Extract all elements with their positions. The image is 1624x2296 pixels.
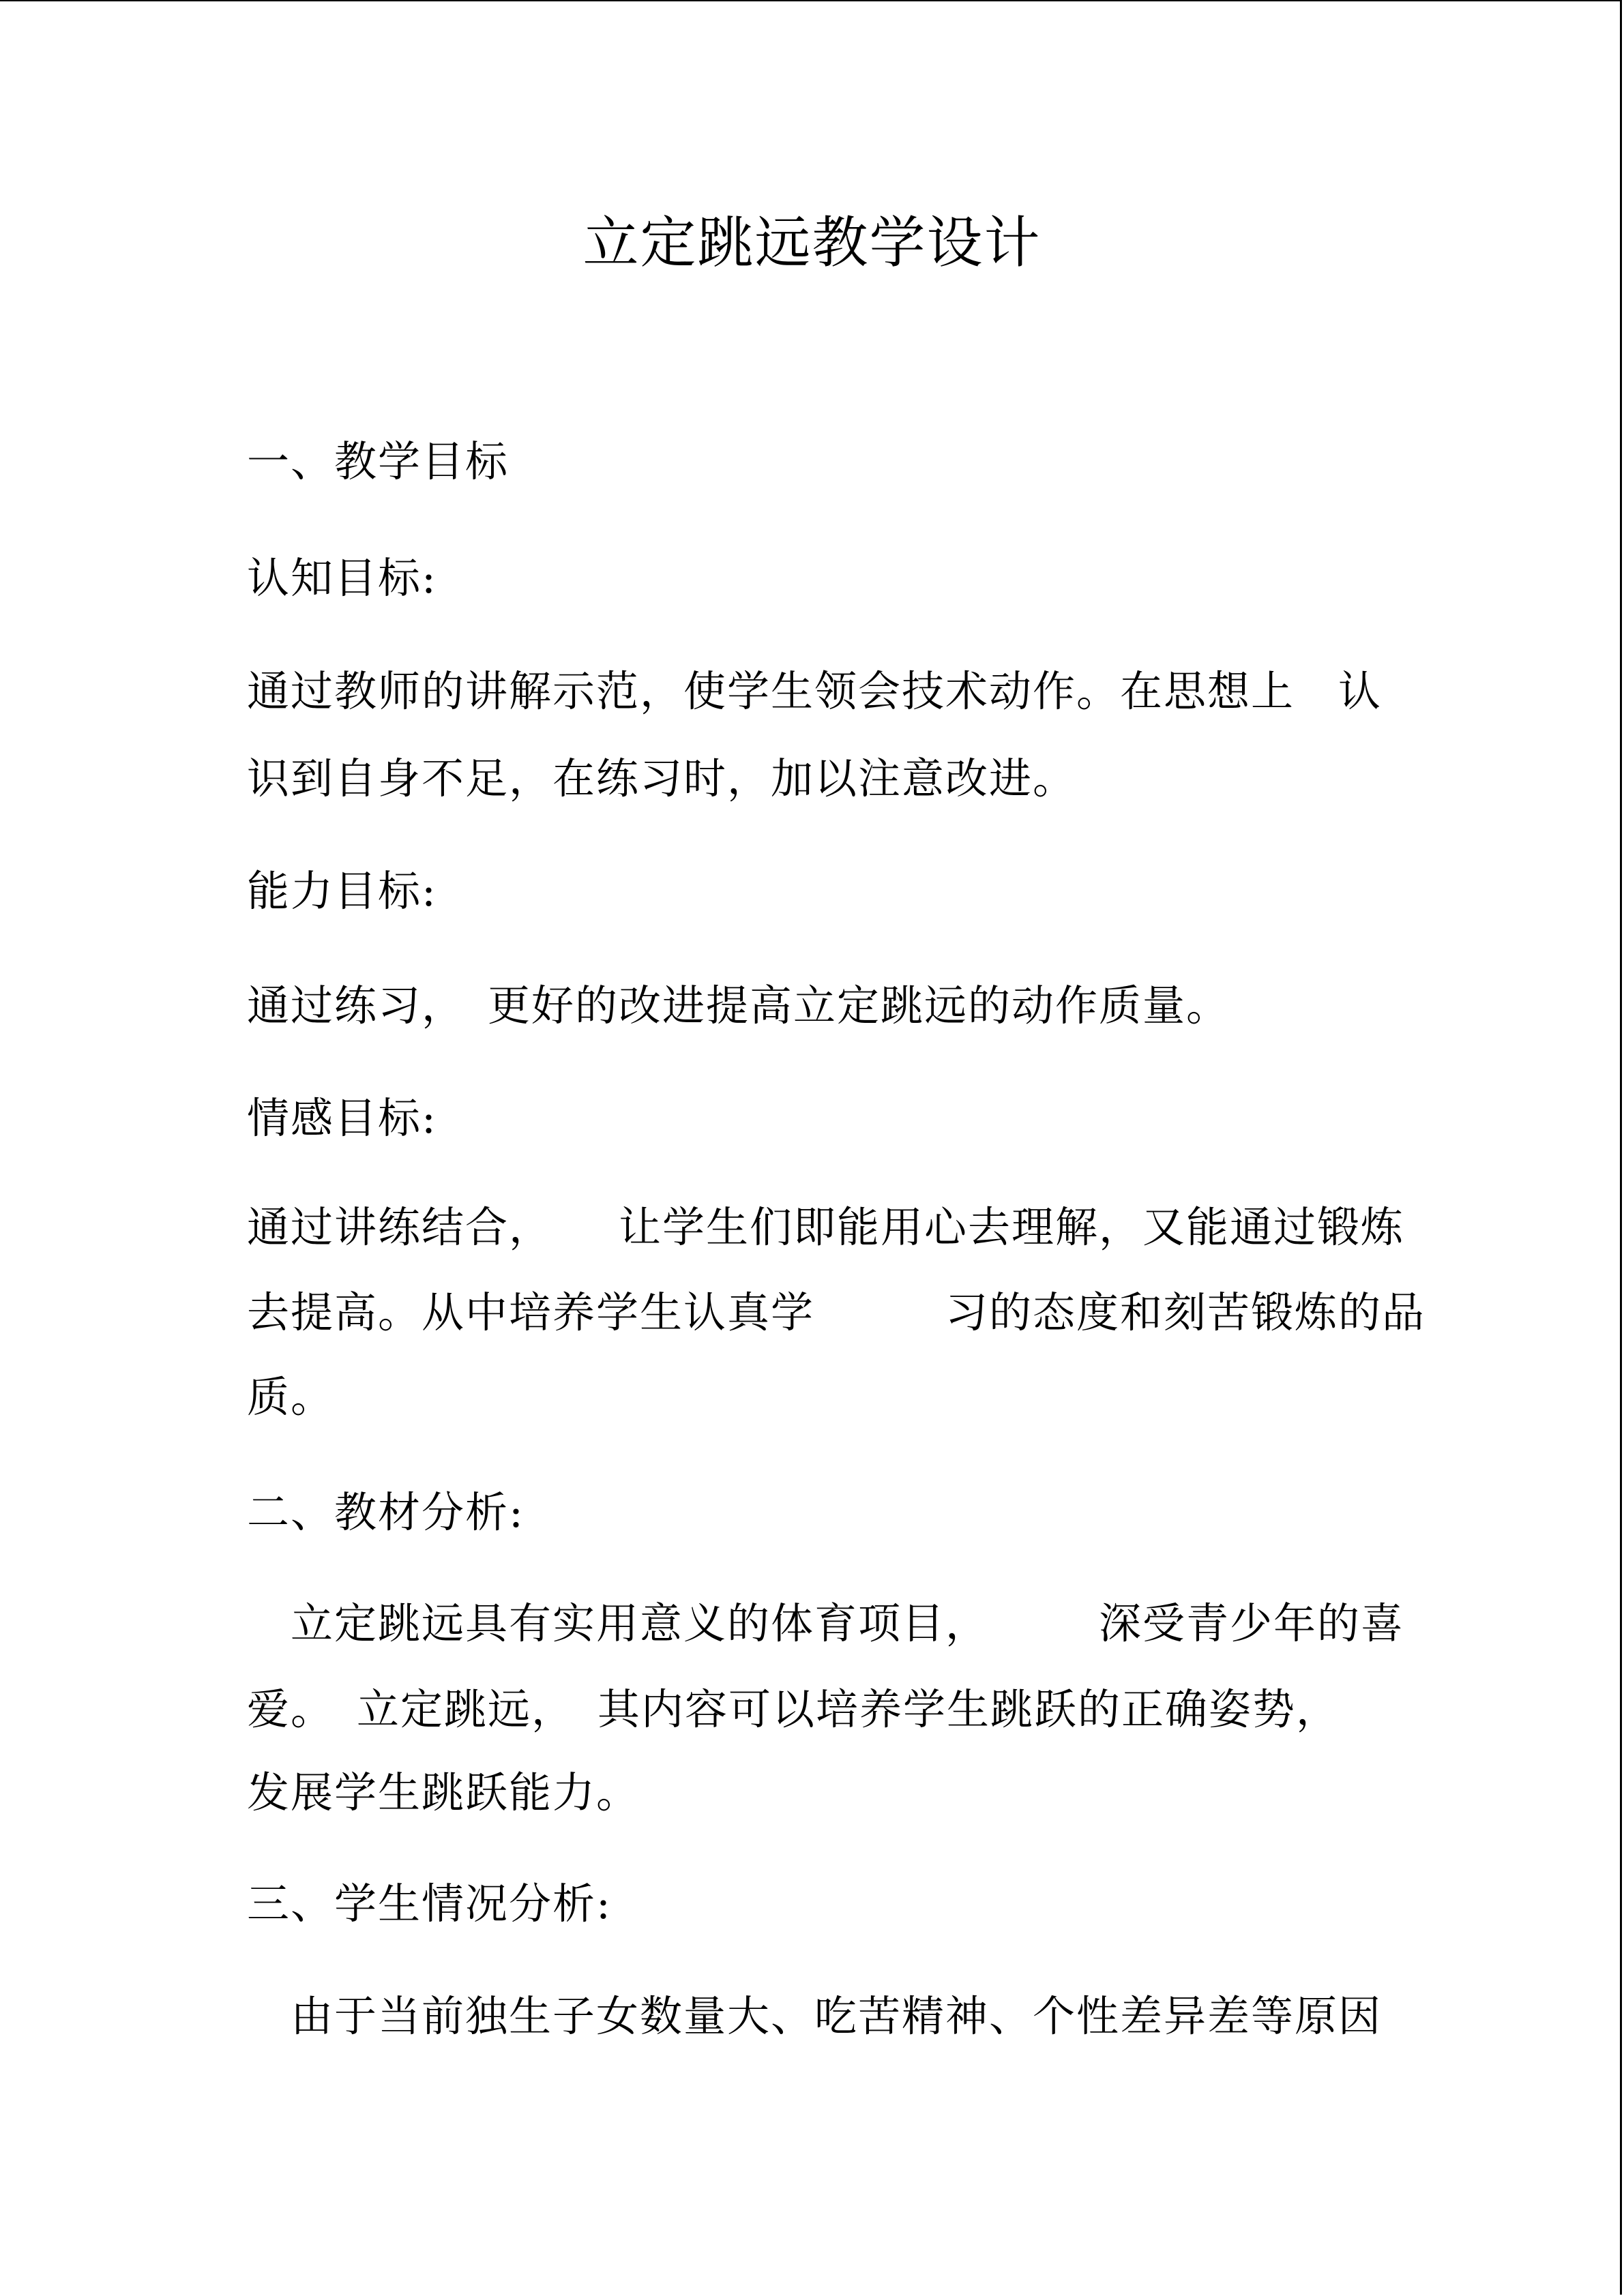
subheading-ability-goal: 能力目标: xyxy=(247,866,437,916)
paragraph-line: 通过教师的讲解示范，使学生领会技术动作。在思想上 认 xyxy=(247,666,1383,716)
section-heading-material-analysis: 二、教材分析: xyxy=(247,1487,525,1537)
paragraph-line: 爱。 立定跳远， 其内容可以培养学生跳跃的正确姿势， xyxy=(247,1684,1340,1734)
subheading-cognitive-goal: 认知目标: xyxy=(247,553,437,603)
paragraph-line: 识到自身不足，在练习时，加以注意改进。 xyxy=(247,754,1077,803)
paragraph-line: 立定跳远具有实用意义的体育项目， 深受青少年的喜 xyxy=(247,1598,1405,1648)
document-title: 立定跳远教学设计 xyxy=(582,211,1042,275)
paragraph-line: 由于当前独生子女数量大、吃苦精神、个性差异差等原因 xyxy=(247,1991,1383,2041)
paragraph-line: 通过练习， 更好的改进提高立定跳远的动作质量。 xyxy=(247,981,1230,1030)
paragraph-line: 通过讲练结合， 让学生们即能用心去理解，又能通过锻炼 xyxy=(247,1202,1405,1252)
paragraph-line: 去提高。从中培养学生认真学 习的态度和刻苦锻炼的品 xyxy=(247,1287,1426,1337)
paragraph-line: 发展学生跳跃能力。 xyxy=(247,1768,640,1817)
section-heading-teaching-goals: 一、教学目标 xyxy=(247,436,510,486)
paragraph-line: 质。 xyxy=(247,1372,335,1422)
subheading-emotional-goal: 情感目标: xyxy=(247,1093,437,1143)
section-heading-student-analysis: 三、学生情况分析: xyxy=(247,1879,612,1928)
